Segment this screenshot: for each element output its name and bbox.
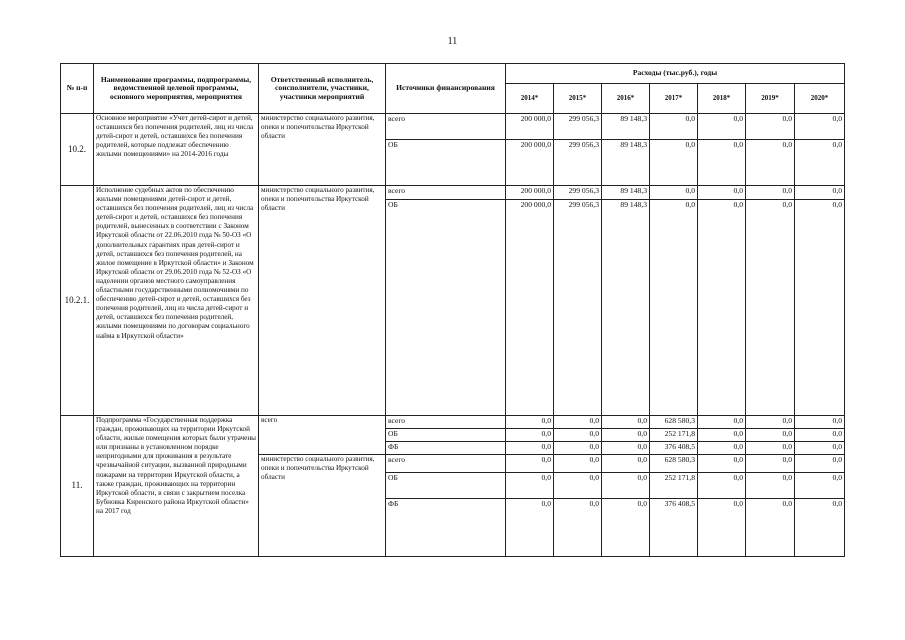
row-source: ОБ (386, 200, 506, 416)
value-cell: 0,0 (746, 455, 795, 473)
value-cell: 0,0 (795, 200, 845, 416)
value-cell: 0,0 (698, 499, 746, 557)
value-cell: 0,0 (602, 429, 650, 442)
table-row (61, 416, 845, 429)
row-number: 10.2. (61, 114, 94, 186)
value-cell: 0,0 (795, 429, 845, 442)
header-name: Наименование программы, подпрограммы, ведомственной целевой программы, основного мероприятия, мероприятия (94, 64, 259, 114)
header-year: 2017* (650, 84, 698, 114)
value-cell: 376 408,5 (650, 442, 698, 455)
value-cell: 200 000,0 (506, 186, 554, 200)
value-cell: 628 580,3 (650, 455, 698, 473)
row-source: ОБ (386, 140, 506, 186)
value-cell: 0,0 (506, 499, 554, 557)
header-num: № п-п (61, 64, 94, 114)
value-cell: 0,0 (650, 186, 698, 200)
value-cell: 0,0 (554, 499, 602, 557)
value-cell: 0,0 (746, 429, 795, 442)
header-year: 2020* (795, 84, 845, 114)
row-source: всего (386, 186, 506, 200)
value-cell: 0,0 (698, 200, 746, 416)
value-cell: 0,0 (650, 114, 698, 140)
row-responsible: министерство социального развития, опеки и попечительства Иркутской области (259, 114, 386, 186)
value-cell: 0,0 (746, 200, 795, 416)
value-cell: 0,0 (650, 140, 698, 186)
value-cell: 0,0 (602, 499, 650, 557)
value-cell: 0,0 (650, 200, 698, 416)
table-row (61, 186, 845, 200)
row-name: Подпрограмма «Государственная поддержка граждан, проживающих на территории Иркутской области, жилые помещения которых были утрачены или признаны в установленном порядке непригодными для проживания в результате чрезвычайной ситуации, вызванной природными пожарами на территории Иркутской области, а также граждан, проживающих на территории Иркутской области, в связи с закрытием поселка Бубновка Киренского района Иркутской области» на 2017 год (94, 416, 259, 557)
header-year: 2019* (746, 84, 795, 114)
value-cell: 89 148,3 (602, 114, 650, 140)
value-cell: 200 000,0 (506, 114, 554, 140)
row-responsible: министерство социального развития, опеки и попечительства Иркутской области (259, 186, 386, 416)
value-cell: 0,0 (554, 429, 602, 442)
value-cell: 299 056,3 (554, 140, 602, 186)
row-source: всего (386, 114, 506, 140)
value-cell: 299 056,3 (554, 114, 602, 140)
value-cell: 0,0 (602, 455, 650, 473)
value-cell: 0,0 (554, 442, 602, 455)
value-cell: 0,0 (795, 114, 845, 140)
value-cell: 0,0 (506, 473, 554, 499)
row-responsible: министерство социального развития, опеки и попечительства Иркутской области (259, 455, 386, 557)
value-cell: 252 171,8 (650, 429, 698, 442)
value-cell: 0,0 (554, 455, 602, 473)
header-year: 2016* (602, 84, 650, 114)
value-cell: 0,0 (506, 429, 554, 442)
value-cell: 0,0 (602, 416, 650, 429)
value-cell: 299 056,3 (554, 186, 602, 200)
header-responsible: Ответственный исполнитель, соисполнители, участники, участники мероприятий (259, 64, 386, 114)
value-cell: 0,0 (795, 442, 845, 455)
value-cell: 0,0 (698, 442, 746, 455)
value-cell: 89 148,3 (602, 200, 650, 416)
value-cell: 0,0 (506, 455, 554, 473)
value-cell: 0,0 (698, 186, 746, 200)
row-source: ОБ (386, 473, 506, 499)
row-source: ОБ (386, 429, 506, 442)
row-source: ФБ (386, 442, 506, 455)
value-cell: 0,0 (698, 140, 746, 186)
page-number: 11 (447, 36, 458, 47)
value-cell: 0,0 (506, 416, 554, 429)
value-cell: 0,0 (698, 455, 746, 473)
row-number: 10.2.1. (61, 186, 94, 416)
value-cell: 200 000,0 (506, 140, 554, 186)
value-cell: 0,0 (746, 473, 795, 499)
row-source: всего (386, 455, 506, 473)
header-source: Источники финансирования (386, 64, 506, 114)
value-cell: 0,0 (795, 473, 845, 499)
value-cell: 0,0 (795, 140, 845, 186)
row-name: Основное мероприятие «Учет детей-сирот и детей, оставшихся без попечения родителей, лиц из числа детей-сирот и детей, оставшихся без попечения родителей, которые подлежат обеспечению жилыми помещениями» на 2014-2016 годы (94, 114, 259, 186)
row-source: всего (386, 416, 506, 429)
value-cell: 0,0 (506, 442, 554, 455)
value-cell: 0,0 (795, 416, 845, 429)
row-name: Исполнение судебных актов по обеспечению жилыми помещениями детей-сирот и детей, оставшихся без попечения родителей, лиц из числа детей-сирот и детей, оставшихся без попечения родителей, вынесенных в соответствии с Законом Иркутской области от 22.06.2010 года № 50-ОЗ «О дополнительных гарантиях прав детей-сирот и детей, оставшихся без попечения родителей, на жилое помещение в Иркутской области» и Законом Иркутской области от 29.06.2010 года № 52-ОЗ «О наделении органов местного самоуправления областными государственными полномочиями по обеспечению детей-сирот и детей, оставшихся без попечения родителей, лиц из числа детей-сирот и детей, оставшихся без попечения родителей, жилыми помещениями по договорам социального найма в Иркутской области» (94, 186, 259, 416)
value-cell: 0,0 (795, 186, 845, 200)
value-cell: 0,0 (746, 499, 795, 557)
value-cell: 0,0 (554, 416, 602, 429)
header-expenses: Расходы (тыс.руб.), годы (506, 64, 845, 84)
value-cell: 0,0 (795, 499, 845, 557)
value-cell: 628 580,3 (650, 416, 698, 429)
value-cell: 0,0 (698, 416, 746, 429)
value-cell: 376 408,5 (650, 499, 698, 557)
value-cell: 200 000,0 (506, 200, 554, 416)
value-cell: 299 056,3 (554, 200, 602, 416)
value-cell: 0,0 (746, 186, 795, 200)
value-cell: 0,0 (602, 473, 650, 499)
value-cell: 0,0 (746, 140, 795, 186)
value-cell: 0,0 (602, 442, 650, 455)
value-cell: 0,0 (698, 473, 746, 499)
value-cell: 0,0 (746, 114, 795, 140)
table-row (61, 114, 845, 140)
value-cell: 0,0 (746, 442, 795, 455)
row-responsible: всего (259, 416, 386, 455)
value-cell: 0,0 (795, 455, 845, 473)
value-cell: 0,0 (698, 429, 746, 442)
expenses-table (60, 63, 845, 557)
value-cell: 89 148,3 (602, 186, 650, 200)
value-cell: 0,0 (698, 114, 746, 140)
row-number: 11. (61, 416, 94, 557)
value-cell: 0,0 (554, 473, 602, 499)
value-cell: 89 148,3 (602, 140, 650, 186)
header-year: 2018* (698, 84, 746, 114)
header-year: 2014* (506, 84, 554, 114)
row-source: ФБ (386, 499, 506, 557)
value-cell: 0,0 (746, 416, 795, 429)
value-cell: 252 171,8 (650, 473, 698, 499)
header-year: 2015* (554, 84, 602, 114)
